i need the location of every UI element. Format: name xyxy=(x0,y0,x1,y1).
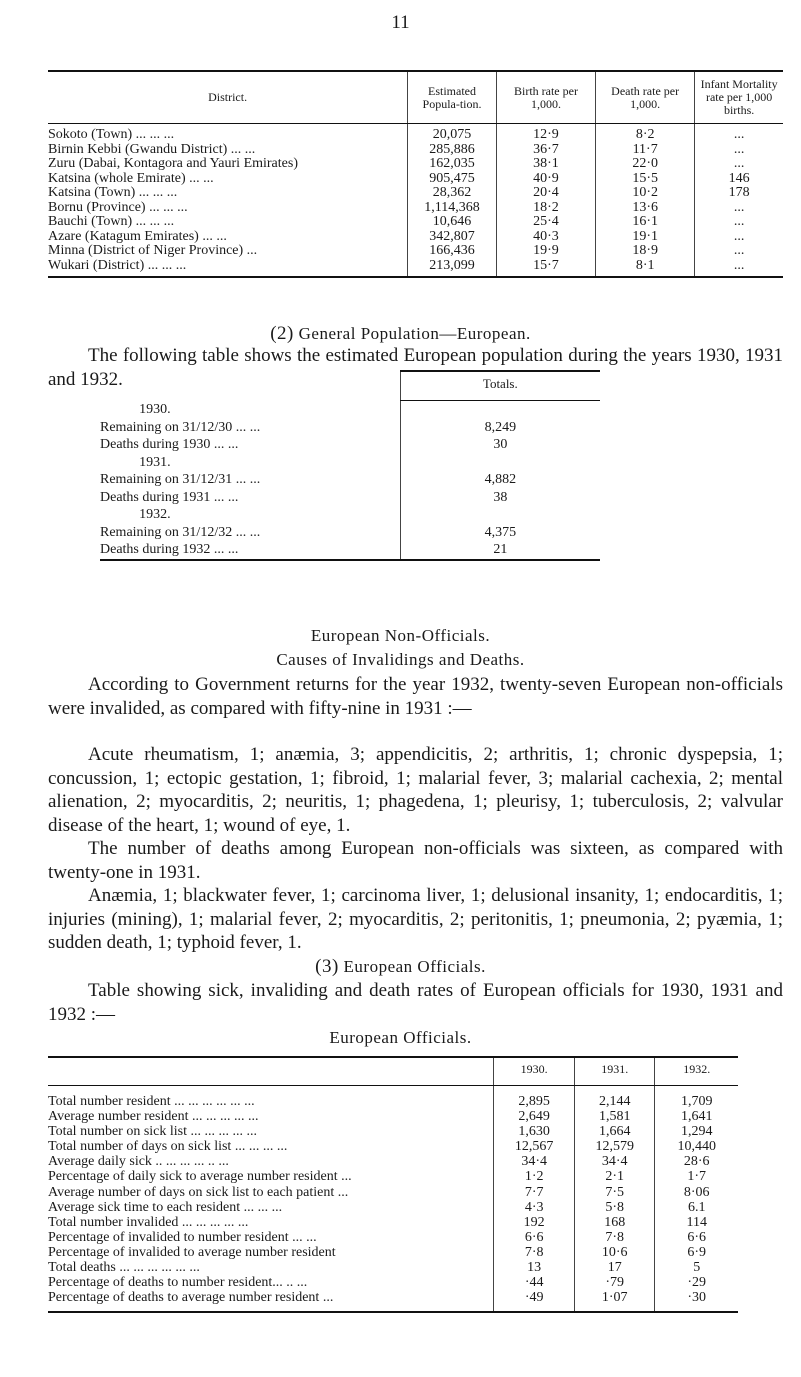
table-cell: ... xyxy=(695,259,783,278)
table-cell: ·30 xyxy=(655,1290,738,1312)
row-label: Average daily sick .. ... ... ... .. ... xyxy=(48,1154,229,1170)
table-cell: 28·6 xyxy=(655,1154,738,1169)
table-cell: 15·7 xyxy=(496,259,595,278)
table-cell: 25·4 xyxy=(496,215,595,230)
year-label: 1932. xyxy=(139,507,171,522)
table-cell: 168 xyxy=(574,1215,655,1230)
district-name: Bauchi (Town) ... ... ... xyxy=(48,214,175,229)
paragraph-death-causes: Anæmia, 1; blackwater fever, 1; carcinoma liver, 1; delusional insanity, 1; endocarditis, 1; injuries (mining), 1; malarial fever, 2; myocarditis, 2; peritonitis, 1; pneumonia, 2; pyæmia, 1; sudden death, 1; typhoid fever, 1. xyxy=(48,885,783,953)
table-title-european-officials: European Officials. xyxy=(329,1028,472,1047)
table-cell: 4·3 xyxy=(494,1200,575,1215)
table-cell: ·49 xyxy=(494,1290,575,1312)
table-cell: 13 xyxy=(494,1260,575,1275)
table-row xyxy=(48,172,783,187)
row-label: Deaths during 1932 ... ... xyxy=(100,541,400,560)
section-heading-general-population: (2) General Population—European. xyxy=(270,323,531,344)
row-label: Percentage of deaths to average number resident ... xyxy=(48,1290,494,1312)
district-name: Birnin Kebbi (Gwandu District) ... ... xyxy=(48,141,256,157)
table-row xyxy=(48,1086,738,1110)
district-statistics-table xyxy=(48,70,783,278)
table-cell: 1,709 xyxy=(655,1086,738,1110)
table-cell: 6·9 xyxy=(655,1245,738,1260)
district-name: Katsina (whole Emirate) ... ... xyxy=(48,170,214,186)
year-row xyxy=(100,506,600,524)
table-cell: ... xyxy=(695,124,783,143)
table-row xyxy=(48,157,783,172)
table-cell: 8·1 xyxy=(596,259,695,278)
table-cell: 36·7 xyxy=(496,143,595,158)
table-cell: 2,144 xyxy=(574,1086,655,1110)
table-cell: 2,895 xyxy=(494,1086,575,1110)
table-cell: 10,646 xyxy=(408,215,497,230)
table-cell: 19·1 xyxy=(596,230,695,245)
paragraph-invaliding-causes: Acute rheumatism, 1; anæmia, 3; appendicitis, 2; arthritis, 1; chronic dyspepsia, 1; concussion, 1; ectopic gestation, 1; fibroid, 1; malarial fever, 3; malarial cachexia, 2; mental alienation, 2; myocarditis, 2; neuritis, 1; phagedena, 1; pleurisy, 1; tuberculosis, 2; valvular disease of the heart, 1; wound of eye, 1. xyxy=(48,744,783,836)
table-cell xyxy=(400,401,600,419)
row-label: Total number on sick list ... ... ... ... ... xyxy=(48,1124,258,1140)
table-cell: 1,114,368 xyxy=(408,201,497,216)
paragraph-invalided-count: According to Government returns for the year 1932, twenty-seven European non-officials were invalided, as compared with fifty-nine in 1931 :— xyxy=(48,674,783,719)
row-label: Total deaths ... ... ... ... ... ... xyxy=(48,1260,200,1276)
table-cell: 15·5 xyxy=(596,172,695,187)
table-cell: 18·9 xyxy=(596,244,695,259)
row-label: Remaining on 31/12/32 ... ... xyxy=(100,524,261,540)
table-cell: 12,579 xyxy=(574,1139,655,1154)
year-row xyxy=(100,454,600,472)
table-cell: 1·07 xyxy=(574,1290,655,1312)
row-label: Average number of days on sick list to each patient ... xyxy=(48,1184,349,1200)
table-row xyxy=(48,1260,738,1275)
table-cell: 20·4 xyxy=(496,186,595,201)
table-cell: 146 xyxy=(695,172,783,187)
table-cell: 40·3 xyxy=(496,230,595,245)
table-cell: 22·0 xyxy=(596,157,695,172)
column-header-district: District. xyxy=(48,71,408,124)
table-cell: 162,035 xyxy=(408,157,497,172)
table-cell: 10·2 xyxy=(596,186,695,201)
table-cell: 7·5 xyxy=(574,1185,655,1200)
total-value: 8,249 xyxy=(400,419,600,437)
column-header-death-rate: Death rate per 1,000. xyxy=(596,71,695,124)
column-header-1932: 1932. xyxy=(655,1057,738,1086)
district-name: Katsina (Town) ... ... ... xyxy=(48,185,178,200)
table-cell: 12,567 xyxy=(494,1139,575,1154)
column-header-birth-rate: Birth rate per 1,000. xyxy=(496,71,595,124)
table-cell: 1·2 xyxy=(494,1169,575,1184)
table-cell: ·79 xyxy=(574,1275,655,1290)
table-cell: 16·1 xyxy=(596,215,695,230)
table-row xyxy=(48,1169,738,1184)
table-row xyxy=(48,1275,738,1290)
table-cell xyxy=(400,454,600,472)
table-cell: 8·06 xyxy=(655,1185,738,1200)
district-name: Azare (Katagum Emirates) ... ... xyxy=(48,228,227,244)
table-cell: 166,436 xyxy=(408,244,497,259)
table-cell: 1,630 xyxy=(494,1124,575,1139)
table-row xyxy=(48,1245,738,1260)
row-label: Average sick time to each resident ... ... ... xyxy=(48,1199,283,1215)
paragraph-officials-intro: Table showing sick, invaliding and death rates of European officials for 1930, 1931 and 1932 :— xyxy=(48,980,783,1025)
table-cell: 6·6 xyxy=(655,1230,738,1245)
table-cell: 5 xyxy=(655,1260,738,1275)
table-cell: 12·9 xyxy=(496,124,595,143)
paragraph-population-intro: The following table shows the estimated European population during the years 1930, 1931 and 1932. xyxy=(48,345,783,390)
table-cell: 5·8 xyxy=(574,1200,655,1215)
table-row xyxy=(48,1230,738,1245)
table-row xyxy=(100,471,600,489)
table-cell: 2·1 xyxy=(574,1169,655,1184)
district-name: Minna (District of Niger Province) ... xyxy=(48,243,258,258)
table-row xyxy=(48,215,783,230)
row-label: Percentage of daily sick to average number resident ... xyxy=(48,1169,352,1185)
table-cell: 10·6 xyxy=(574,1245,655,1260)
table-cell: 905,475 xyxy=(408,172,497,187)
row-label: Percentage of invalided to average number resident xyxy=(48,1244,336,1260)
table-cell: 34·4 xyxy=(574,1154,655,1169)
table-row xyxy=(48,1124,738,1139)
section-heading-non-officials: European Non-Officials. xyxy=(310,626,491,645)
table-row xyxy=(48,1200,738,1215)
table-row xyxy=(100,419,600,437)
table-cell: ·44 xyxy=(494,1275,575,1290)
section-heading-european-officials: (3) European Officials. xyxy=(315,956,486,977)
total-value: 4,882 xyxy=(400,471,600,489)
table-cell: 7·8 xyxy=(574,1230,655,1245)
column-header-population: Estimated Popula-tion. xyxy=(408,71,497,124)
table-cell: 1,294 xyxy=(655,1124,738,1139)
table-row xyxy=(48,1154,738,1169)
table-cell: ... xyxy=(695,157,783,172)
table-cell: ... xyxy=(695,244,783,259)
district-name: Wukari (District) ... ... ... xyxy=(48,259,408,278)
table-cell: 7·8 xyxy=(494,1245,575,1260)
year-label: 1931. xyxy=(139,454,171,470)
paragraph-death-count: The number of deaths among European non-officials was sixteen, as compared with twenty-one in 1931. xyxy=(48,838,783,883)
table-cell: 34·4 xyxy=(494,1154,575,1169)
total-value: 4,375 xyxy=(400,524,600,542)
row-label: Deaths during 1930 ... ... xyxy=(100,437,239,452)
district-name: Sokoto (Town) ... ... ... xyxy=(48,127,175,142)
page-number: 11 xyxy=(391,12,410,33)
table-cell: 178 xyxy=(695,186,783,201)
table-cell: 1·7 xyxy=(655,1169,738,1184)
table-row xyxy=(48,1109,738,1124)
table-cell: ... xyxy=(695,215,783,230)
year-label: 1930. xyxy=(139,401,171,417)
table-row xyxy=(48,1290,738,1312)
table-cell: 11·7 xyxy=(596,143,695,158)
table-row xyxy=(48,201,783,216)
table-cell: 213,099 xyxy=(408,259,497,278)
table-cell: 6.1 xyxy=(655,1200,738,1215)
table-cell: 28,362 xyxy=(408,186,497,201)
row-label: Total number invalided ... ... ... ... ... xyxy=(48,1214,249,1230)
row-label: Percentage of deaths to number resident... .. ... xyxy=(48,1275,308,1291)
row-label: Remaining on 31/12/30 ... ... xyxy=(100,419,261,435)
table-cell: 10,440 xyxy=(655,1139,738,1154)
row-label: Total number of days on sick list ... ... ... ... xyxy=(48,1139,288,1155)
table-cell: 342,807 xyxy=(408,230,497,245)
table-row xyxy=(48,1185,738,1200)
total-value: 30 xyxy=(400,436,600,454)
table-row xyxy=(48,244,783,259)
table-row xyxy=(48,186,783,201)
table-cell: 19·9 xyxy=(496,244,595,259)
table-cell: 20,075 xyxy=(408,124,497,143)
section-subheading-causes: Causes of Invalidings and Deaths. xyxy=(276,650,525,669)
district-name: Bornu (Province) ... ... ... xyxy=(48,199,188,215)
table-row xyxy=(48,1215,738,1230)
table-cell xyxy=(400,506,600,524)
table-cell: 1,581 xyxy=(574,1109,655,1124)
table-cell: 6·6 xyxy=(494,1230,575,1245)
table-row xyxy=(48,1139,738,1154)
table-cell: 1,641 xyxy=(655,1109,738,1124)
table-row xyxy=(100,436,600,454)
table-cell: ... xyxy=(695,143,783,158)
table-cell: ... xyxy=(695,201,783,216)
table-cell: 114 xyxy=(655,1215,738,1230)
table-row xyxy=(48,259,783,278)
table-row xyxy=(48,143,783,158)
table-cell: 13·6 xyxy=(596,201,695,216)
table-row xyxy=(48,124,783,143)
year-row xyxy=(100,401,600,419)
table-cell: 1,664 xyxy=(574,1124,655,1139)
european-officials-table xyxy=(48,1056,738,1313)
table-cell: 285,886 xyxy=(408,143,497,158)
table-cell: 8·2 xyxy=(596,124,695,143)
table-cell: ·29 xyxy=(655,1275,738,1290)
table-cell: 17 xyxy=(574,1260,655,1275)
table-cell: 192 xyxy=(494,1215,575,1230)
row-label: Total number resident ... ... ... ... ... ... xyxy=(48,1094,255,1109)
table-cell: 7·7 xyxy=(494,1185,575,1200)
district-name: Zuru (Dabai, Kontagora and Yauri Emirates) xyxy=(48,156,298,171)
row-label: Deaths during 1931 ... ... xyxy=(100,489,239,505)
column-header-totals: Totals. xyxy=(400,371,600,401)
row-label: Average number resident ... ... ... ... ... xyxy=(48,1109,259,1125)
column-header-infant-mortality: Infant Mortality rate per 1,000 births. xyxy=(695,71,783,124)
table-cell: 38·1 xyxy=(496,157,595,172)
table-cell: 40·9 xyxy=(496,172,595,187)
table-cell: ... xyxy=(695,230,783,245)
table-cell: 2,649 xyxy=(494,1109,575,1124)
row-label: Percentage of invalided to number resident ... ... xyxy=(48,1229,317,1245)
table-row xyxy=(48,230,783,245)
european-population-table xyxy=(100,370,600,561)
total-value: 38 xyxy=(400,489,600,507)
total-value: 21 xyxy=(400,541,600,560)
column-header-1930: 1930. xyxy=(494,1057,575,1086)
table-cell: 18·2 xyxy=(496,201,595,216)
table-row xyxy=(100,489,600,507)
row-label: Remaining on 31/12/31 ... ... xyxy=(100,472,261,487)
column-header-1931: 1931. xyxy=(574,1057,655,1086)
table-row xyxy=(100,524,600,542)
table-row xyxy=(100,541,600,560)
